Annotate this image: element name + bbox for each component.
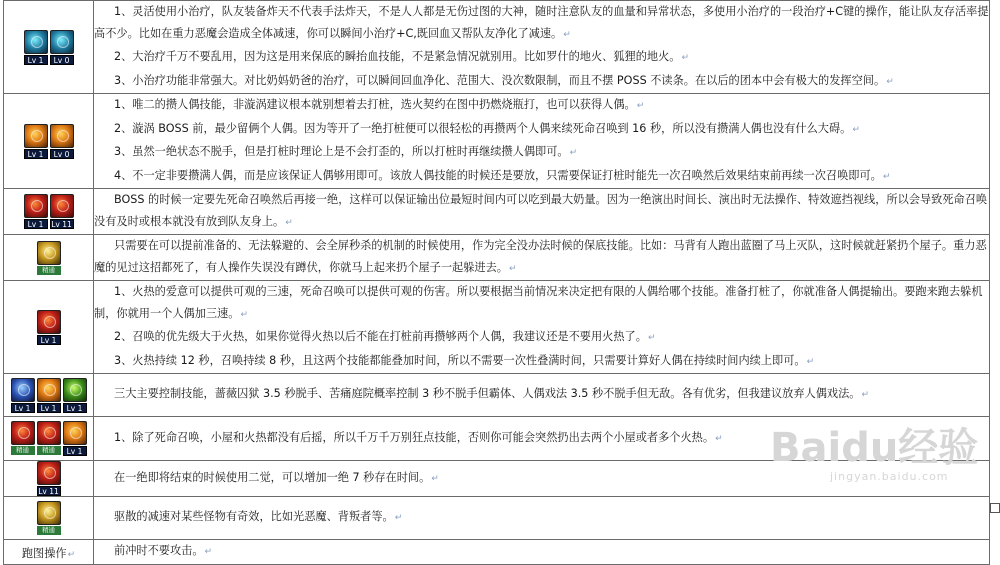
skill-icon-fire-1 xyxy=(11,421,35,445)
skill-icon-puppet-play xyxy=(63,378,87,402)
description-cell xyxy=(94,497,990,540)
skill-icon-fire-3 xyxy=(63,421,87,445)
skill-icon-death-summon xyxy=(24,194,48,218)
paragraph-mark: ↵ xyxy=(204,547,213,557)
description-cell xyxy=(94,94,990,189)
paragraph-mark: ↵ xyxy=(636,101,645,111)
paragraph-text: 三大主要控制技能，蔷薇囚狱 3.5 秒脱手、苦痛庭院概率控制 3 秒不脱手但霸体、人偶戏法 3.5 秒不脱手但无敌。各有优劣，但我建议放弃人偶戏法。 xyxy=(114,387,861,401)
skill-slot xyxy=(50,30,74,65)
paragraph-text: 在一绝即将结束的时候使用二觉，可以增加一绝 7 秒存在时间。 xyxy=(114,470,431,484)
paragraph-mark: ↵ xyxy=(861,390,870,401)
skill-tag-label: 精通 xyxy=(37,446,61,455)
description-paragraph xyxy=(94,70,989,94)
description-paragraph xyxy=(94,506,989,530)
paragraph-text: 2、漩涡 BOSS 前，最少留俩个人偶。因为等开了一绝打桩便可以很轻松的再攒两个人偶来续死命召唤到 16 秒，所以没有攒满人偶也没有什么大碍。 xyxy=(114,121,852,135)
paragraph-mark: ↵ xyxy=(67,550,76,561)
skill-level-label: Lv 11 xyxy=(51,220,72,229)
paragraph-mark: ↵ xyxy=(431,473,439,484)
table-row xyxy=(4,497,990,540)
skill-level-label: Lv 0 xyxy=(50,55,74,65)
table-row xyxy=(4,189,990,235)
skill-icon-small-heal xyxy=(50,30,74,54)
paragraph-text: 1、灵活使用小治疗，队友装备炸天不代表手法炸天，不是人人都是无伤过图的大神，随时注意队友的血量和异常状态，多使用小治疗的一段治疗+C键的操作，能让队友存活率提高不少。比如在重力恶魔会造成全体减速，你可以瞬间小治疗+C,既回血又帮队友净化了减速。 xyxy=(94,5,989,40)
paragraph-mark: ↵ xyxy=(886,76,894,87)
paragraph-mark: ↵ xyxy=(852,124,860,135)
paragraph-mark: ↵ xyxy=(394,513,403,524)
skill-icon-house xyxy=(37,241,61,265)
icon-group xyxy=(37,241,61,275)
skill-slot xyxy=(63,378,87,413)
table-row xyxy=(4,94,990,189)
skill-slot xyxy=(50,194,74,229)
icon-cell xyxy=(4,281,94,374)
table-row xyxy=(4,281,990,374)
table-row xyxy=(4,540,990,565)
skill-icon-puppet-b xyxy=(50,124,74,148)
table-row xyxy=(4,235,990,281)
icon-group xyxy=(24,124,74,159)
skill-level-label: Lv 1 xyxy=(63,446,87,456)
icon-group xyxy=(24,30,74,65)
paragraph-mark: ↵ xyxy=(285,217,293,228)
description-paragraph xyxy=(94,94,989,118)
skill-icon-awakening xyxy=(37,461,61,485)
icon-group xyxy=(37,461,61,496)
description-paragraph xyxy=(94,350,989,374)
paragraph-mark: ↵ xyxy=(882,171,891,182)
skill-slot xyxy=(37,241,61,275)
icon-group xyxy=(24,194,74,229)
description-paragraph xyxy=(94,1,989,46)
paragraph-text: 1、除了死命召唤，小屋和火热都没有后摇，所以千万千万别狂点技能，否则你可能会突然扔出去两个小屋或者多个火热。 xyxy=(114,430,715,444)
icon-cell xyxy=(4,417,94,461)
paragraph-mark: ↵ xyxy=(715,433,723,444)
resize-handle[interactable] xyxy=(990,503,1000,513)
description-paragraph xyxy=(94,235,989,280)
paragraph-mark: ↵ xyxy=(647,333,656,343)
row-label: 跑图操作 xyxy=(21,547,67,561)
skill-tag-label: 精通 xyxy=(37,526,61,535)
skill-icon-death-summon-2 xyxy=(50,194,74,218)
icon-group xyxy=(37,501,61,535)
paragraph-text: 3、火热持续 12 秒，召唤持续 8 秒，且这两个技能都能叠加时间，所以不需要一次性叠满时间，只需要计算好人偶在持续时间内续上即可。 xyxy=(114,353,806,367)
description-paragraph xyxy=(94,540,989,564)
icon-cell xyxy=(4,461,94,497)
paragraph-text: 1、唯二的攒人偶技能，非漩涡建议根本就别想着去打桩，选火契约在图中扔燃烧瓶打，也可以获得人偶。 xyxy=(114,98,636,111)
skill-slot xyxy=(37,461,61,496)
skill-slot xyxy=(37,501,61,535)
paragraph-mark: ↵ xyxy=(563,29,571,40)
description-paragraph xyxy=(94,118,989,142)
skill-icon-dispel xyxy=(37,501,61,525)
watermark-url: jingyan.baidu.com xyxy=(830,470,949,483)
skill-level-label: Lv 0 xyxy=(50,149,74,159)
icon-group xyxy=(11,378,87,413)
description-paragraph xyxy=(94,165,989,189)
skill-icon-rose-prison xyxy=(11,378,35,402)
skill-slot xyxy=(37,310,61,345)
watermark-logo: Baidu经验 xyxy=(770,425,979,471)
description-cell xyxy=(94,235,990,281)
paragraph-mark: ↵ xyxy=(240,309,248,320)
paragraph-mark: ↵ xyxy=(569,148,578,158)
description-cell xyxy=(94,281,990,374)
description-cell xyxy=(94,540,990,565)
paragraph-text: 3、虽然一绝状态不脱手，但是打桩时理论上是不会打歪的，所以打桩时再继续攒人偶即可。 xyxy=(114,145,569,158)
icon-group xyxy=(37,310,61,345)
paragraph-text: 4、不一定非要攒满人偶，而是应该保证人偶够用即可。该放人偶技能的时候还是要放，只需要保证打桩时能先一次召唤然后效果结束前再续一次召唤即可。 xyxy=(114,168,882,182)
skill-tag-label: 精通 xyxy=(37,266,61,275)
icon-cell xyxy=(4,540,94,565)
skill-slot xyxy=(50,124,74,159)
table-row xyxy=(4,374,990,417)
icon-cell xyxy=(4,1,94,94)
skill-tag-label: 精通 xyxy=(11,446,35,455)
description-paragraph xyxy=(94,281,989,326)
skill-slot xyxy=(24,194,48,229)
paragraph-text: 1、火热的爱意可以提供可观的三速，死命召唤可以提供可观的伤害。所以要根据当前情况来决定把有限的人偶给哪个技能。准备打桩了，你就准备人偶提输出。要跑来跑去躲机制，你就用一个人偶加三速。 xyxy=(94,285,983,320)
description-cell xyxy=(94,1,990,94)
skill-slot xyxy=(37,421,61,455)
icon-group xyxy=(11,421,87,456)
paragraph-text: 2、召唤的优先级大于火热，如果你觉得火热以后不能在打桩前再攒够两个人偶，我建议还是不要用火热了。 xyxy=(114,330,647,343)
paragraph-text: 2、大治疗千万不要乱用，因为这是用来保底的瞬抬血技能，不是紧急情况就别用。比如罗什的地火、狐狸的地火。 xyxy=(114,50,681,63)
skill-icon-puppet-a xyxy=(24,124,48,148)
paragraph-text: 驱散的减速对某些怪物有奇效，比如光恶魔、背叛者等。 xyxy=(114,510,394,524)
skill-slot xyxy=(37,378,61,413)
description-cell xyxy=(94,189,990,235)
skill-level-label: Lv 11 xyxy=(38,487,59,496)
skill-slot xyxy=(24,30,48,65)
skill-icon-fire-love xyxy=(37,310,61,334)
skill-level-label: Lv 1 xyxy=(11,403,35,413)
skill-slot xyxy=(24,124,48,159)
skill-icon-bitter-garden xyxy=(37,378,61,402)
paragraph-text: 3、小治疗功能非常强大。对比奶妈奶爸的治疗，可以瞬间回血净化、范围大、没次数限制，而且不摆 POSS 不读条。在以后的团本中会有极大的发挥空间。 xyxy=(114,73,886,87)
icon-cell xyxy=(4,497,94,540)
description-paragraph xyxy=(94,141,989,165)
paragraph-mark: ↵ xyxy=(806,356,815,367)
description-cell xyxy=(94,374,990,417)
table-row xyxy=(4,1,990,94)
description-paragraph xyxy=(94,383,989,407)
paragraph-text: 只需要在可以提前准备的、无法躲避的、会全屏秒杀的机制的时候使用，作为完全没办法时候的保底技能。比如：马背有人跑出蓝圈了马上灭队，这时候就赶紧扔个屋子。重力恶魔的见过这招都死了，有人操作失误没有蹲伏，你就马上起来扔个屋子一起躲进去。 xyxy=(94,239,987,274)
skill-level-label: Lv 1 xyxy=(37,403,61,413)
icon-cell xyxy=(4,235,94,281)
description-paragraph xyxy=(94,189,989,234)
description-paragraph xyxy=(94,46,989,70)
skill-level-label: Lv 1 xyxy=(63,403,87,413)
skill-icon-heal xyxy=(24,30,48,54)
skill-slot xyxy=(11,378,35,413)
paragraph-mark: ↵ xyxy=(681,53,690,63)
icon-cell xyxy=(4,189,94,235)
icon-cell xyxy=(4,94,94,189)
description-paragraph xyxy=(94,326,989,350)
skill-level-label: Lv 1 xyxy=(24,55,48,65)
paragraph-text: BOSS 的时候一定要先死命召唤然后再接一绝，这样可以保证输出位最短时间内可以吃到最大奶量。因为一绝演出时间长、演出时无法操作、特效遮挡视线，所以会导致死命召唤没有及时或根本就没有放到队友身上。 xyxy=(94,193,988,228)
paragraph-text: 前冲时不要攻击。 xyxy=(114,544,204,557)
skill-slot xyxy=(11,421,35,455)
skill-level-label: Lv 1 xyxy=(37,335,61,345)
icon-cell xyxy=(4,374,94,417)
skill-level-label: Lv 1 xyxy=(24,219,48,229)
skill-icon-fire-2 xyxy=(37,421,61,445)
skill-level-label: Lv 1 xyxy=(24,149,48,159)
watermark xyxy=(770,426,980,496)
skill-slot xyxy=(63,421,87,456)
paragraph-mark: ↵ xyxy=(508,263,517,274)
